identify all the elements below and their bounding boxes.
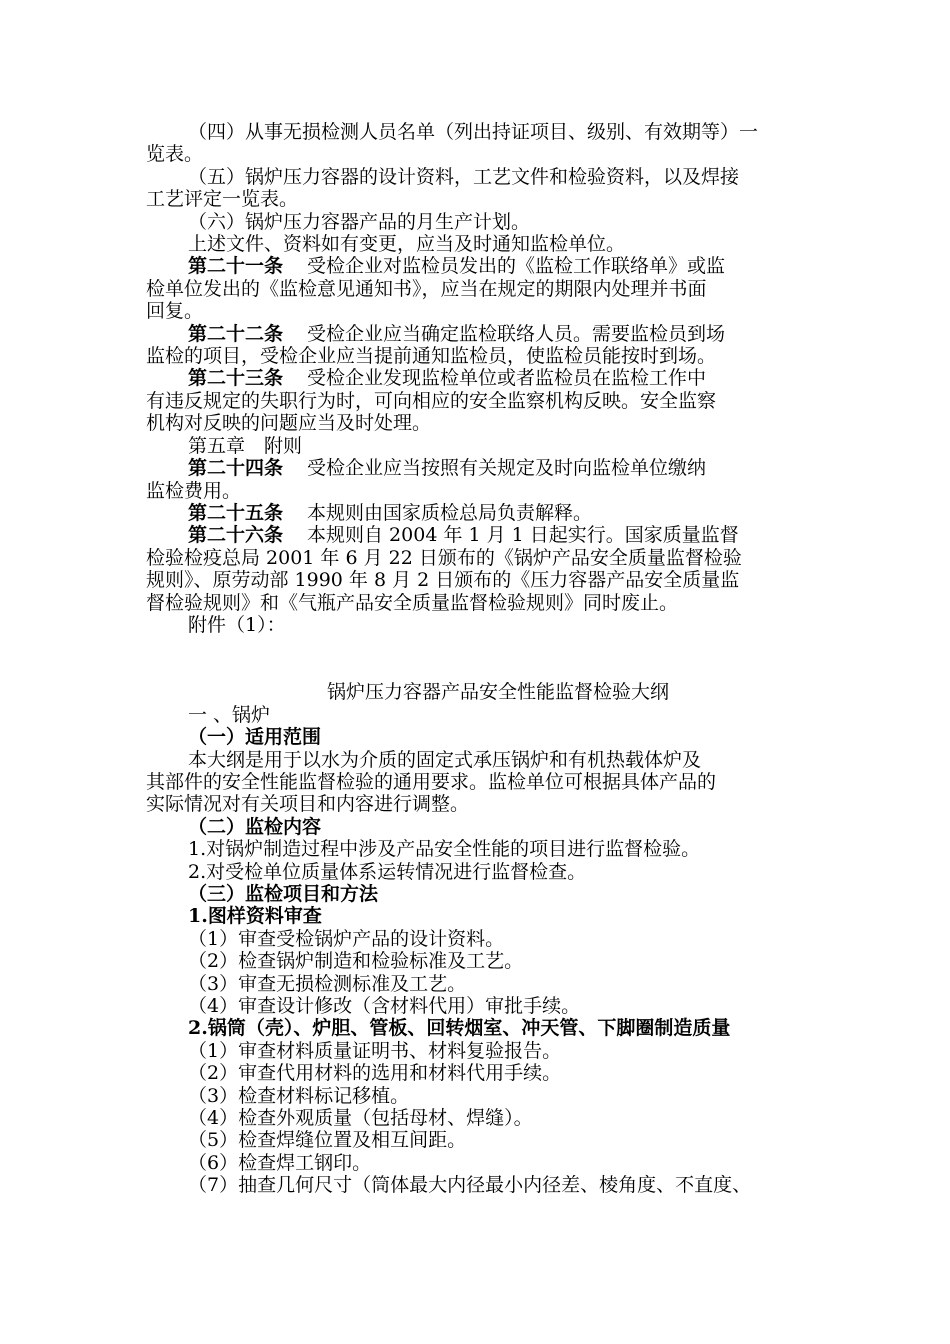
text-line: 回复。 — [146, 300, 204, 323]
list-item: （2）审查代用材料的选用和材料代用手续。 — [188, 1062, 562, 1085]
document-body — [146, 121, 810, 1197]
article-text: 受检企业应当按照有关规定及时向监检单位缴纳 — [307, 457, 707, 480]
article-25 — [146, 502, 810, 524]
text-line: 机构对反映的问题应当及时处理。 — [146, 412, 432, 435]
article-label: 第二十二条 — [188, 322, 284, 345]
section-heading: 一 、锅炉 — [188, 703, 271, 726]
text-line: 本大纲是用于以水为介质的固定式承压锅炉和有机热载体炉及 — [188, 748, 702, 771]
list-item: （4）审查设计修改（含材料代用）审批手续。 — [188, 995, 581, 1018]
list-item: （3）审查无损检测标准及工艺。 — [188, 972, 467, 995]
list-item: （7）抽查几何尺寸（筒体最大内径最小内径差、棱角度、不直度、 — [188, 1174, 752, 1197]
article-text: 受检企业发现监检单位或者监检员在监检工作中 — [307, 367, 707, 390]
article-22 — [146, 323, 810, 345]
list-item: 2.对受检单位质量体系运转情况进行监督检查。 — [188, 860, 587, 883]
text-line: 上述文件、资料如有变更，应当及时通知监检单位。 — [188, 233, 626, 256]
text-line: 检验检疫总局 2001 年 6 月 22 日颁布的《锅炉产品安全质量监督检验 — [146, 546, 742, 569]
article-label: 第二十六条 — [188, 524, 284, 547]
list-item: 1.对锅炉制造过程中涉及产品安全性能的项目进行监督检验。 — [188, 838, 701, 861]
article-label: 第二十五条 — [188, 501, 284, 524]
article-26 — [146, 524, 810, 546]
list-item: （5）检查焊缝位置及相互间距。 — [188, 1129, 467, 1152]
text-line: （五）锅炉压力容器的设计资料，工艺文件和检验资料，以及焊接 — [188, 165, 740, 188]
text-line: 有违反规定的失职行为时，可向相应的安全监察机构反映。安全监察 — [146, 389, 717, 412]
article-text: 本规则由国家质检总局负责解释。 — [307, 501, 593, 524]
text-line: 规则》、原劳动部 1990 年 8 月 2 日颁布的《压力容器产品安全质量监 — [146, 569, 740, 592]
article-text: 本规则自 2004 年 1 月 1 日起实行。国家质量监督 — [307, 524, 739, 547]
text-line: 工艺评定一览表。 — [146, 188, 299, 211]
list-item: （4）检查外观质量（包括母材、焊缝）。 — [188, 1107, 533, 1130]
text-line: 览表。 — [146, 143, 204, 166]
text-line: 督检验规则》和《气瓶产品安全质量监督检验规则》同时废止。 — [146, 591, 679, 614]
article-text: 受检企业对监检员发出的《监检工作联络单》或监 — [307, 255, 726, 278]
text-line: 其部件的安全性能监督检验的通用要求。监检单位可根据具体产品的 — [146, 770, 717, 793]
item-heading: 1.图样资料审查 — [188, 905, 322, 928]
article-24 — [146, 457, 810, 479]
article-text: 受检企业应当确定监检联络人员。需要监检员到场 — [307, 322, 726, 345]
text-line: 监检费用。 — [146, 479, 242, 502]
list-item: （1）审查受检锅炉产品的设计资料。 — [188, 927, 505, 950]
article-21 — [146, 255, 810, 277]
article-label: 第二十四条 — [188, 457, 284, 480]
text-line: 实际情况对有关项目和内容进行调整。 — [146, 793, 470, 816]
list-item: （6）检查焊工钢印。 — [188, 1151, 372, 1174]
list-item: （1）审查材料质量证明书、材料复验报告。 — [188, 1039, 562, 1062]
subsection-heading: （三）监检项目和方法 — [188, 883, 379, 905]
list-item: （3）检查材料标记移植。 — [188, 1084, 410, 1107]
item-heading: 2.锅筒（壳）、炉胆、管板、回转烟室、冲天管、下脚圈制造质量 — [188, 1017, 731, 1040]
chapter-heading: 第五章 附则 — [188, 434, 303, 457]
attachment-label: 附件（1）： — [188, 613, 286, 636]
text-line: （六）锅炉压力容器产品的月生产计划。 — [188, 210, 531, 233]
subsection-heading: （二）监检内容 — [188, 815, 322, 838]
subsection-heading: （一）适用范围 — [188, 726, 322, 749]
text-line: （四）从事无损检测人员名单（列出持证项目、级别、有效期等）一 — [188, 121, 759, 143]
list-item: （2）检查锅炉制造和检验标准及工艺。 — [188, 950, 524, 973]
outline-title: 锅炉压力容器产品安全性能监督检验大纲 — [326, 681, 669, 704]
text-line: 检单位发出的《监检意见通知书》，应当在规定的期限内处理并书面 — [146, 277, 707, 300]
spacer — [146, 636, 810, 681]
article-label: 第二十一条 — [188, 255, 284, 278]
article-label: 第二十三条 — [188, 367, 284, 390]
text-line: 监检的项目，受检企业应当提前通知监检员，使监检员能按时到场。 — [146, 345, 717, 368]
article-23 — [146, 367, 810, 389]
